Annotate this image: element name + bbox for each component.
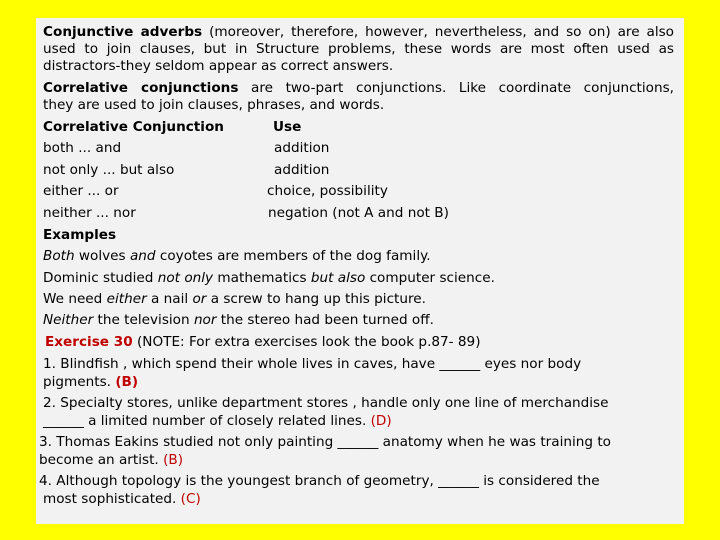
exercise-label: Exercise 30: [45, 334, 133, 350]
intro-line-2: used to join clauses, but in Structure problems, these words are most often used as: [43, 41, 674, 57]
question-2-line-2: ______ a limited number of closely related lines. (D): [43, 413, 392, 429]
example-2: Dominic studied not only mathematics but also computer science.: [43, 270, 495, 286]
examples-heading: Examples: [43, 227, 117, 243]
answer-q3: (B): [163, 452, 183, 468]
answer-q4: (C): [180, 491, 201, 507]
table-header: [43, 119, 674, 136]
answer-q2: (D): [370, 413, 392, 429]
question-4-line-2: most sophisticated. (C): [43, 491, 201, 507]
question-1-line-1: 1. Blindfish , which spend their whole lives in caves, have ______ eyes nor body: [43, 356, 582, 372]
intro-line-1: [43, 24, 674, 41]
row-use: choice, possibility: [267, 183, 388, 199]
intro-line-3: distractors-they seldom appear as correct answers.: [43, 58, 394, 74]
example-3: We need either a nail or a screw to hang up this picture.: [43, 291, 426, 307]
row-conjunction: both ... and: [43, 140, 122, 156]
table-row: [43, 205, 674, 222]
intro-text: (moreover, therefore, however, nevertheless, and so on) are also: [202, 24, 674, 40]
question-1-line-2: pigments. (B): [43, 374, 139, 390]
question-4-line-1: 4. Although topology is the youngest branch of geometry, ______ is considered the: [39, 473, 600, 489]
row-conjunction: not only ... but also: [43, 162, 175, 178]
row-conjunction: neither ... nor: [43, 205, 136, 221]
term-conjunctive-adverbs: Conjunctive adverbs: [43, 24, 203, 40]
intro-line-4: [43, 80, 674, 97]
exercise-note: (NOTE: For extra exercises look the book p.87- 89): [132, 334, 481, 350]
table-row: [43, 183, 674, 200]
row-use: negation (not A and not B): [268, 205, 449, 221]
header-conjunction: Correlative Conjunction: [43, 119, 224, 135]
intro-text: are two-part conjunctions. Like coordinate conjunctions,: [238, 80, 674, 96]
question-2-line-1: 2. Specialty stores, unlike department stores , handle only one line of merchandise: [43, 395, 609, 411]
table-row: [43, 140, 674, 157]
row-use: addition: [274, 162, 330, 178]
intro-line-5: they are used to join clauses, phrases, and words.: [43, 97, 385, 113]
term-correlative-conjunctions: Correlative conjunctions: [43, 80, 239, 96]
row-use: addition: [274, 140, 330, 156]
answer-q1: (B): [115, 374, 139, 390]
table-row: [43, 162, 674, 179]
header-use: Use: [273, 119, 302, 135]
row-conjunction: either ... or: [43, 183, 119, 199]
example-4: Neither the television nor the stereo had been turned off.: [43, 312, 434, 328]
question-3-line-1: 3. Thomas Eakins studied not only painting ______ anatomy when he was training to: [39, 434, 611, 450]
question-3-line-2: become an artist. (B): [39, 452, 183, 468]
exercise-heading: [45, 334, 674, 351]
example-1: Both wolves and coyotes are members of the dog family.: [43, 248, 431, 264]
slide-content: [36, 18, 684, 524]
